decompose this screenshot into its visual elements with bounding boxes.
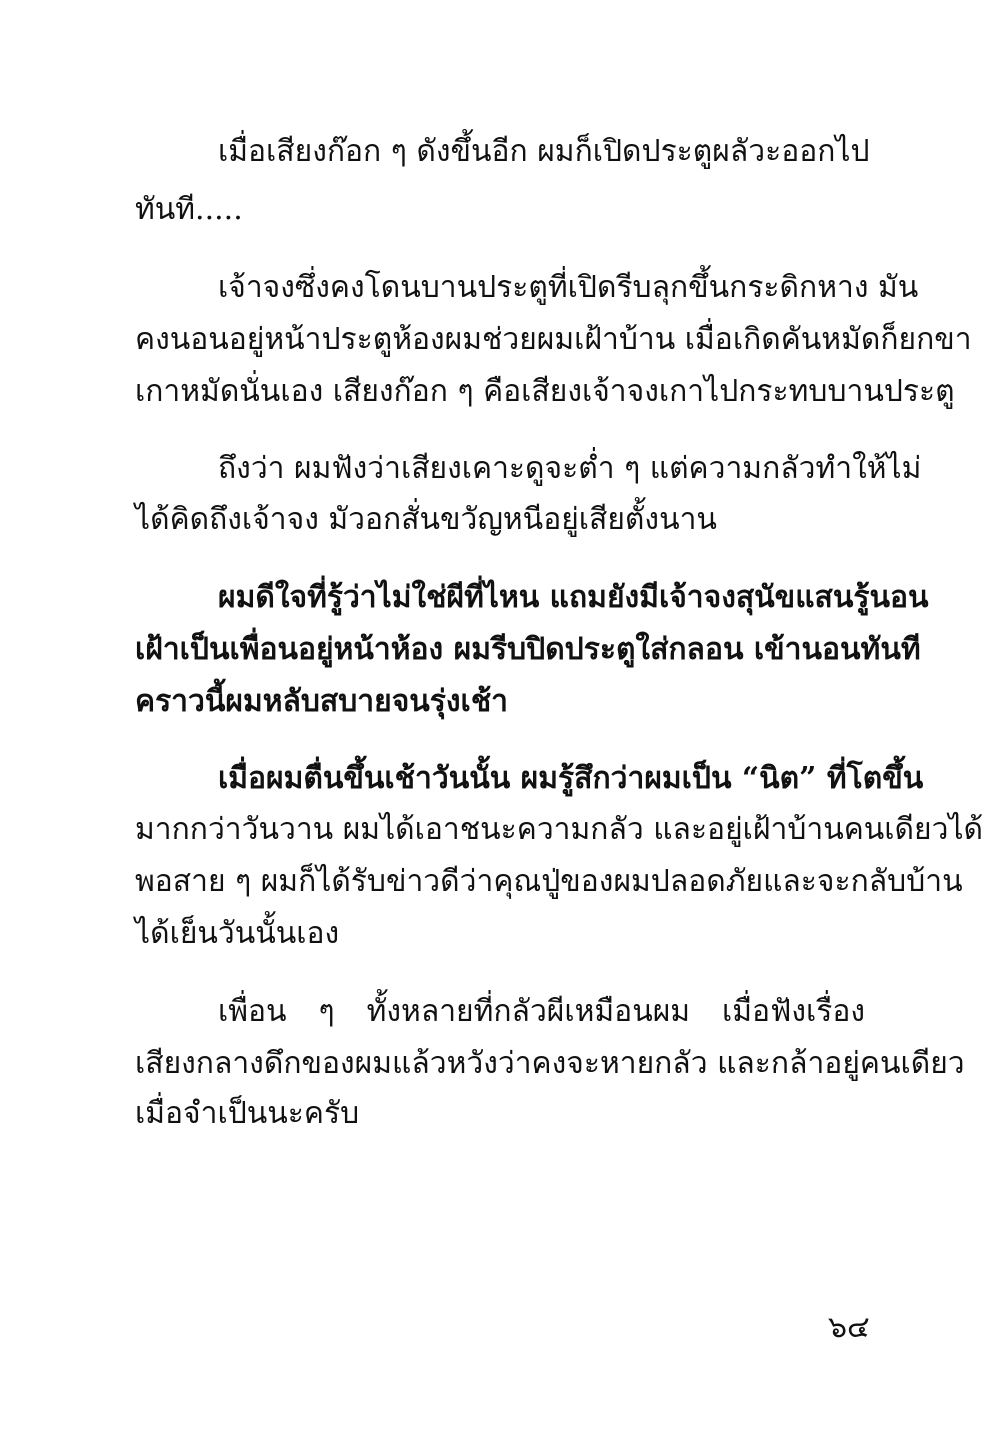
paragraph-2-line-2: คงนอนอยู่หน้าประตูห้องผมช่วยผมเฝ้าบ้าน เมื่อเกิดคันหมัดก็ยกขา (135, 322, 972, 357)
paragraph-6-line-1: เพื่อน ๆ ทั้งหลายที่กลัวผีเหมือนผม เมื่อฟังเรื่อง (218, 994, 865, 1029)
paragraph-4-line-2: เฝ้าเป็นเพื่อนอยู่หน้าห้อง ผมรีบปิดประตูใส่กลอน เข้านอนทันที (135, 632, 921, 667)
paragraph-2-line-1: เจ้าจงซึ่งคงโดนบานประตูที่เปิดรีบลุกขึ้นกระดิกหาง มัน (218, 270, 919, 305)
paragraph-4-line-3: คราวนี้ผมหลับสบายจนรุ่งเช้า (135, 684, 509, 719)
paragraph-5-line-4: ได้เย็นวันนั้นเอง (135, 916, 340, 951)
paragraph-3-line-1: ถึงว่า ผมฟังว่าเสียงเคาะดูจะต่ำ ๆ แต่ความกลัวทำให้ไม่ (218, 451, 922, 486)
paragraph-3-line-2: ได้คิดถึงเจ้าจง มัวอกสั่นขวัญหนีอยู่เสียตั้งนาน (135, 502, 717, 537)
paragraph-5-line-2: มากกว่าวันวาน ผมได้เอาชนะความกลัว และอยู่เฝ้าบ้านคนเดียวได้ (135, 812, 984, 847)
paragraph-4-line-1: ผมดีใจที่รู้ว่าไม่ใช่ผีที่ไหน แถมยังมีเจ้าจงสุนัขแสนรู้นอน (218, 580, 929, 615)
paragraph-1-line-1: เมื่อเสียงก๊อก ๆ ดังขึ้นอีก ผมก็เปิดประตูผลัวะออกไป (218, 134, 870, 169)
paragraph-5-line-3: พอสาย ๆ ผมก็ได้รับข่าวดีว่าคุณปู่ของผมปลอดภัยและจะกลับบ้าน (135, 864, 963, 899)
paragraph-2-line-3: เกาหมัดนั่นเอง เสียงก๊อก ๆ คือเสียงเจ้าจงเกาไปกระทบบานประตู (135, 374, 955, 409)
paragraph-5-line-1: เมื่อผมตื่นขึ้นเช้าวันนั้น ผมรู้สึกว่าผมเป็น “นิต” ที่โตขึ้น (218, 761, 924, 796)
paragraph-6-line-3: เมื่อจำเป็นนะครับ (135, 1096, 360, 1131)
paragraph-6-line-2: เสียงกลางดึกของผมแล้วหวังว่าคงจะหายกลัว และกล้าอยู่คนเดียว (135, 1046, 965, 1081)
page-number: ๖๔ (828, 1310, 870, 1345)
paragraph-1-line-2: ทันที..... (135, 192, 243, 227)
